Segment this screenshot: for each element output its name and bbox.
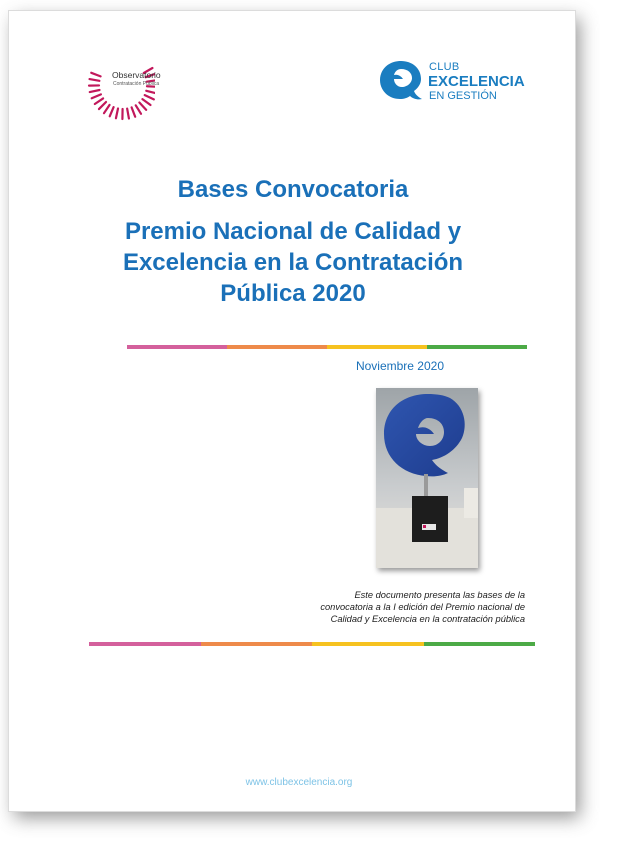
observatorio-ring-tick — [110, 107, 114, 116]
stripe-yellow — [327, 345, 427, 349]
observatorio-logo-subtitle: Contratación Pública — [113, 81, 160, 87]
document-subtitle — [73, 216, 513, 309]
observatorio-ring-tick — [139, 103, 146, 110]
stripe-green — [427, 345, 527, 349]
trophy-photo — [376, 388, 478, 568]
subtitle-line3: Pública 2020 — [220, 280, 366, 307]
observatorio-ring-tick — [127, 109, 129, 119]
club-logo-line3: EN GESTIÓN — [429, 90, 497, 102]
subtitle-line1: Premio Nacional de Calidad y — [124, 218, 462, 245]
club-excelencia-logo — [377, 55, 537, 107]
stripe-pink — [127, 345, 227, 349]
observatorio-ring-tick — [146, 91, 155, 93]
website-link[interactable]: www.clubexcelencia.org — [245, 777, 353, 788]
stripe-orange — [227, 345, 327, 349]
stripe-pink — [89, 642, 201, 646]
document-page — [8, 10, 576, 812]
observatorio-ring-tick — [132, 107, 136, 116]
stripe-green — [424, 642, 536, 646]
observatorio-ring-tick — [90, 79, 100, 81]
observatorio-ring-tick — [99, 102, 106, 109]
club-excelencia-e-logo-icon — [377, 59, 425, 101]
subtitle-line2: Excelencia en la Contratación — [122, 249, 464, 276]
observatorio-ring-tick — [92, 94, 101, 98]
observatorio-ring-tick — [104, 105, 110, 113]
club-logo-line1: CLUB — [429, 61, 460, 73]
observatorio-ring-tick — [90, 90, 100, 92]
observatorio-ring-tick — [91, 73, 100, 77]
observatorio-logo-name: Observatorio — [112, 70, 161, 80]
observatorio-ring-tick — [136, 105, 141, 113]
observatorio-ring-tick — [142, 99, 150, 105]
observatorio-ring-tick — [145, 95, 154, 99]
stripe-orange — [201, 642, 313, 646]
club-logo-line2: EXCELENCIA — [428, 73, 525, 90]
description-line3: Calidad y Excelencia en la contratación pública — [330, 614, 525, 624]
document-date: Noviembre 2020 — [355, 359, 444, 373]
observatorio-logo — [85, 45, 185, 125]
description-line1: Este documento presenta las bases de la — [354, 590, 525, 600]
document-title: Bases Convocatoria — [177, 176, 409, 203]
observatorio-ring-tick — [116, 108, 118, 118]
trophy-photo-icon — [376, 388, 478, 568]
stripe-yellow — [312, 642, 424, 646]
color-stripe-top — [127, 345, 527, 349]
description-line2: convocatoria a la I edición del Premio nacional de — [320, 602, 525, 612]
color-stripe-bottom — [89, 642, 535, 646]
observatorio-ring-tick — [95, 98, 103, 104]
document-description — [263, 589, 525, 625]
